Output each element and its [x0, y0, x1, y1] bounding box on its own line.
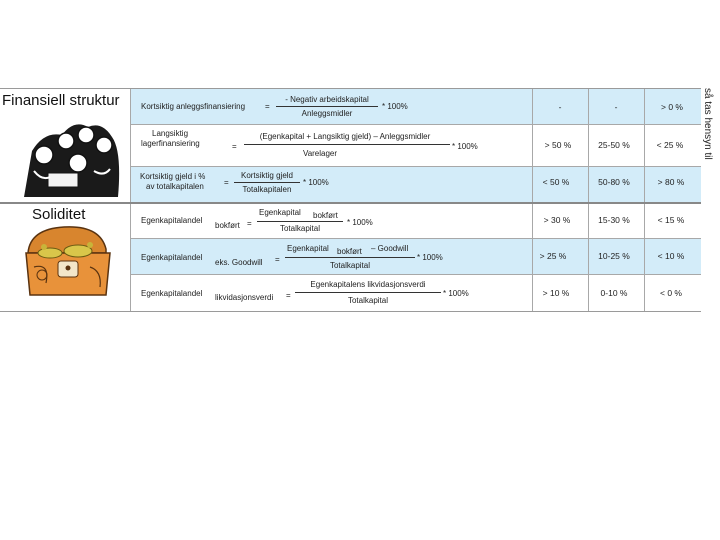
- formula-denominator: Totalkapitalen: [242, 185, 292, 194]
- value-medium: 0-10 %: [600, 288, 628, 298]
- row-label-sub: likvidasjonsverdi: [215, 293, 274, 302]
- value-bad: < 0 %: [660, 288, 682, 298]
- row-label-sub: bokført: [215, 221, 240, 230]
- value-good: < 50 %: [542, 177, 570, 187]
- row-label-sub: eks. Goodwill: [215, 258, 263, 267]
- divider: [130, 89, 131, 311]
- formula-numerator-sub: bokført: [313, 211, 338, 220]
- row-label: lagerfinansiering: [141, 139, 200, 148]
- value-bad: > 0 %: [661, 102, 683, 112]
- formula-numerator: Egenkapital: [259, 208, 301, 217]
- value-bad: < 25 %: [656, 140, 684, 150]
- formula-factor: * 100%: [347, 218, 373, 227]
- value-medium: 15-30 %: [598, 215, 630, 225]
- value-good: -: [558, 102, 562, 112]
- fraction-bar: [244, 144, 450, 145]
- divider: [588, 89, 589, 311]
- formula-factor: * 100%: [443, 289, 469, 298]
- value-good: > 50 %: [544, 140, 572, 150]
- equals-sign: =: [224, 178, 229, 187]
- value-medium: 10-25 %: [598, 251, 630, 261]
- section-title-soliditet: Soliditet: [32, 206, 86, 223]
- row-label: Egenkapitalandel: [141, 289, 203, 298]
- side-caption: [701, 88, 720, 208]
- formula-denominator: Anleggsmidler: [301, 109, 353, 118]
- equals-sign: =: [286, 291, 291, 300]
- section-divider: [0, 202, 701, 204]
- row-label: Kortsiktig anleggsfinansiering: [141, 102, 246, 111]
- equals-sign: =: [265, 102, 270, 111]
- section-title-finansiell-struktur: Finansiell struktur: [2, 92, 120, 109]
- formula-denominator: Totalkapital: [329, 261, 371, 270]
- row-label: Langsiktig: [152, 129, 189, 138]
- formula-numerator: (Egenkapital + Langsiktig gjeld) – Anleggsmidler: [259, 132, 431, 141]
- side-caption-text: så tas hensyn til: [702, 88, 713, 160]
- formula-numerator: Kortsiktig gjeld: [240, 171, 294, 180]
- formula-numerator-tail: – Goodwill: [371, 244, 409, 253]
- value-good: > 10 %: [542, 288, 570, 298]
- formula-factor: * 100%: [452, 142, 478, 151]
- formula-denominator: Varelager: [302, 149, 338, 158]
- row-label: Egenkapitalandel: [141, 253, 203, 262]
- divider: [131, 238, 701, 239]
- fraction-bar: [276, 106, 378, 107]
- formula-factor: * 100%: [417, 253, 443, 262]
- value-bad: < 10 %: [657, 251, 685, 261]
- value-medium: 50-80 %: [598, 177, 630, 187]
- row-label: Kortsiktig gjeld i %: [140, 172, 206, 181]
- formula-denominator: Totalkapital: [347, 296, 389, 305]
- formula-factor: * 100%: [382, 102, 408, 111]
- value-bad: < 15 %: [657, 215, 685, 225]
- fraction-bar: [234, 182, 300, 183]
- value-good: > 30 %: [543, 215, 571, 225]
- divider: [131, 274, 701, 275]
- fraction-bar: [285, 257, 415, 258]
- equals-sign: =: [232, 142, 237, 151]
- formula-denominator: Totalkapital: [279, 224, 321, 233]
- fraction-bar: [295, 292, 441, 293]
- divider: [131, 124, 701, 125]
- divider: [532, 89, 533, 311]
- value-good: > 25 %: [539, 251, 567, 261]
- formula-numerator-sub: bokført: [337, 247, 362, 256]
- formula-numerator: Egenkapital: [287, 244, 329, 253]
- formula-numerator: Egenkapitalens likvidasjonsverdi: [310, 280, 426, 289]
- value-medium: 25-50 %: [598, 140, 630, 150]
- fraction-bar: [257, 221, 343, 222]
- divider: [644, 89, 645, 311]
- divider: [131, 166, 701, 167]
- ratio-table: [0, 88, 701, 312]
- formula-numerator: - Negativ arbeidskapital: [285, 95, 369, 104]
- equals-sign: =: [247, 219, 252, 228]
- formula-factor: * 100%: [303, 178, 329, 187]
- equals-sign: =: [275, 255, 280, 264]
- treasure-chest-illustration: [20, 223, 116, 299]
- row-label: Egenkapitalandel: [141, 216, 203, 225]
- people-illustration: [14, 111, 126, 199]
- row-label: av totalkapitalen: [146, 182, 204, 191]
- value-medium: -: [614, 102, 618, 112]
- value-bad: > 80 %: [657, 177, 685, 187]
